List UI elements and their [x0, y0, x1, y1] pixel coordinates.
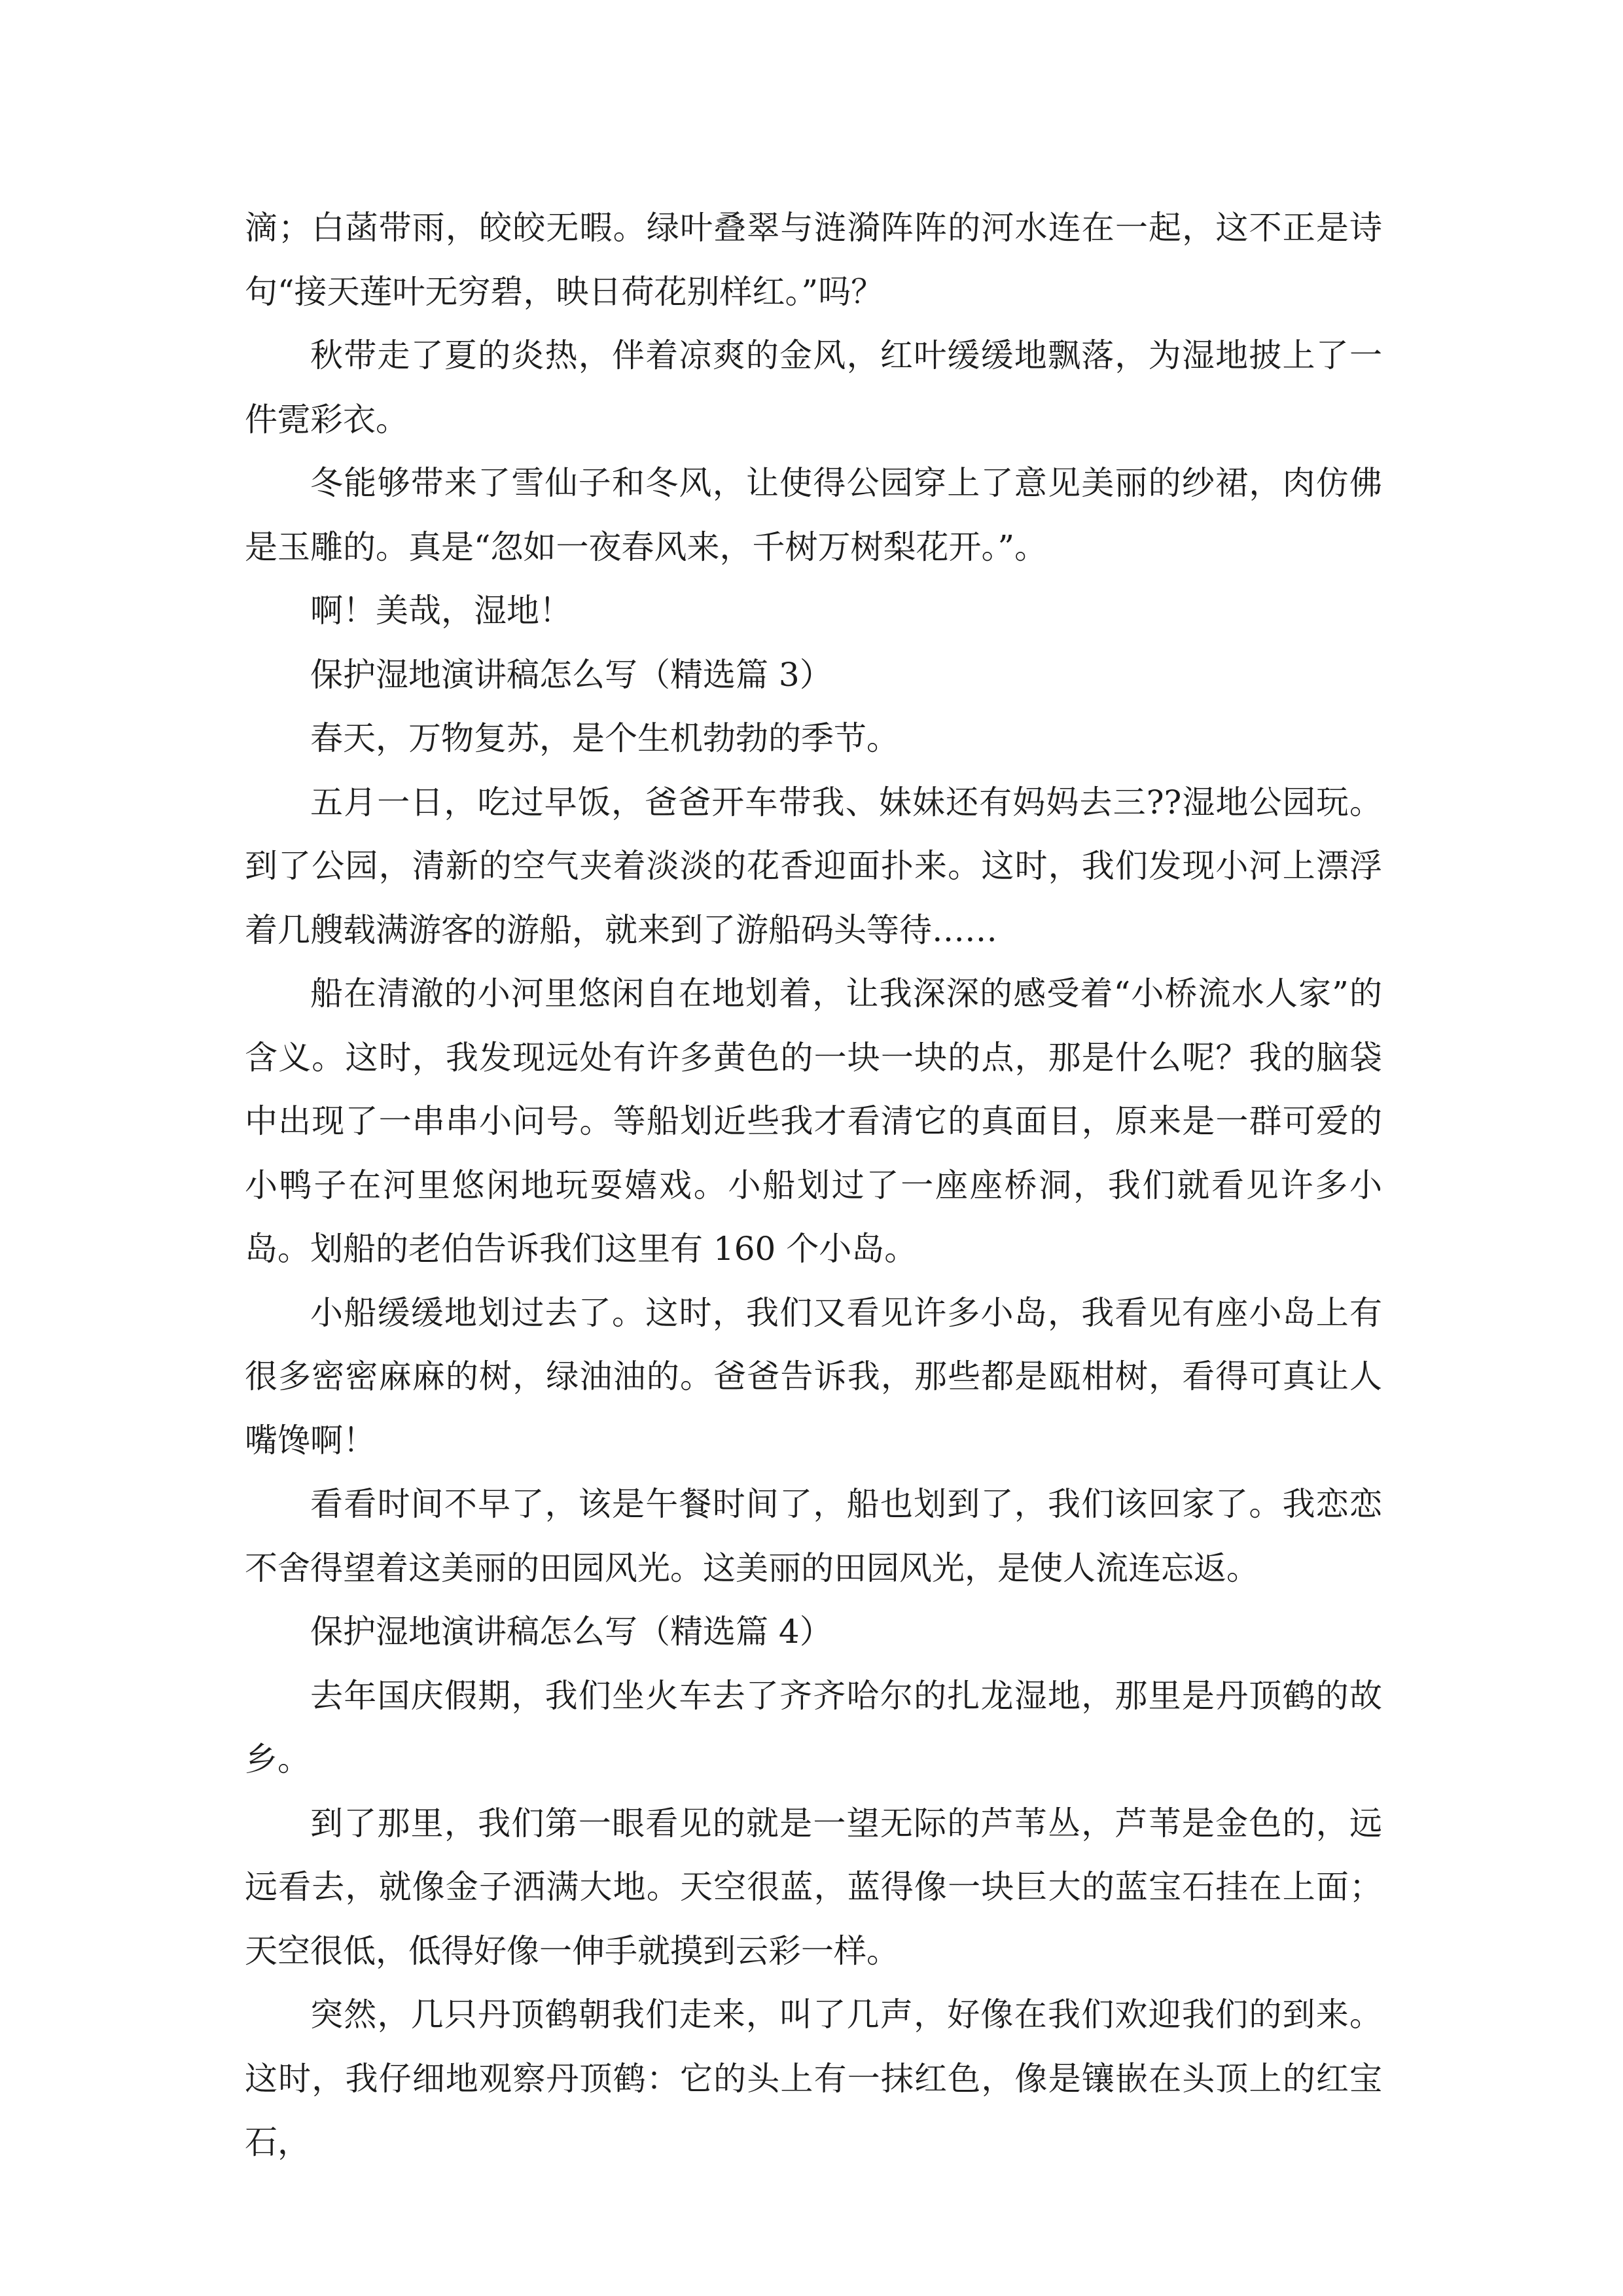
paragraph-autumn: 秋带走了夏的炎热，伴着凉爽的金风，红叶缓缓地飘落，为湿地披上了一件霓彩衣。	[245, 336, 1382, 439]
section-heading-3: 保护湿地演讲稿怎么写（精选篇 3）	[310, 655, 832, 694]
paragraph-exclamation: 啊！美哉，湿地！	[310, 592, 572, 630]
paragraph-going-home: 看看时间不早了，该是午餐时间了，船也划到了，我们该回家了。我恋恋不舍得望着这美丽的田园风光。这美丽的田园风光，是使人流连忘返。	[245, 1485, 1382, 1587]
section-heading-4: 保护湿地演讲稿怎么写（精选篇 4）	[310, 1613, 832, 1651]
paragraph-continuation: 滴；白菡带雨，皎皎无暇。绿叶叠翠与涟漪阵阵的河水连在一起，这不正是诗句“接天莲叶无穷碧，映日荷花别样红。”吗？	[245, 209, 1382, 311]
paragraph-spring: 春天，万物复苏，是个生机勃勃的季节。	[310, 719, 899, 757]
paragraph-may-day: 五月一日，吃过早饭，爸爸开车带我、妹妹还有妈妈去三??湿地公园玩。到了公园，清新的空气夹着淡淡的花香迎面扑来。这时，我们发现小河上漂浮着几艘载满游客的游船，就来到了游船码头等待……	[245, 783, 1382, 949]
paragraph-islands: 小船缓缓地划过去了。这时，我们又看见许多小岛，我看见有座小岛上有很多密密麻麻的树，绿油油的。爸爸告诉我，那些都是瓯柑树，看得可真让人嘴馋啊！	[245, 1293, 1382, 1460]
document-body	[245, 196, 1382, 2175]
paragraph-boat: 船在清澈的小河里悠闲自在地划着，让我深深的感受着“小桥流水人家”的含义。这时，我发现远处有许多黄色的一块一块的点，那是什么呢？我的脑袋中出现了一串串小问号。等船划近些我才看清它的真面目，原来是一群可爱的小鸭子在河里悠闲地玩耍嬉戏。小船划过了一座座桥洞，我们就看见许多小岛。划船的老伯告诉我们这里有 160 个小岛。	[245, 975, 1382, 1268]
paragraph-national-day: 去年国庆假期，我们坐火车去了齐齐哈尔的扎龙湿地，那里是丹顶鹤的故乡。	[245, 1676, 1382, 1778]
paragraph-cranes: 突然，几只丹顶鹤朝我们走来，叫了几声，好像在我们欢迎我们的到来。这时，我仔细地观察丹顶鹤：它的头上有一抹红色，像是镶嵌在头顶上的红宝石，	[245, 1996, 1382, 2161]
paragraph-reeds: 到了那里，我们第一眼看见的就是一望无际的芦苇丛，芦苇是金色的，远远看去，就像金子洒满大地。天空很蓝，蓝得像一块巨大的蓝宝石挂在上面；天空很低，低得好像一伸手就摸到云彩一样。	[245, 1804, 1382, 1970]
paragraph-winter: 冬能够带来了雪仙子和冬风，让使得公园穿上了意见美丽的纱裙，肉仿佛是玉雕的。真是“忽如一夜春风来，千树万树梨花开。”。	[245, 464, 1382, 566]
